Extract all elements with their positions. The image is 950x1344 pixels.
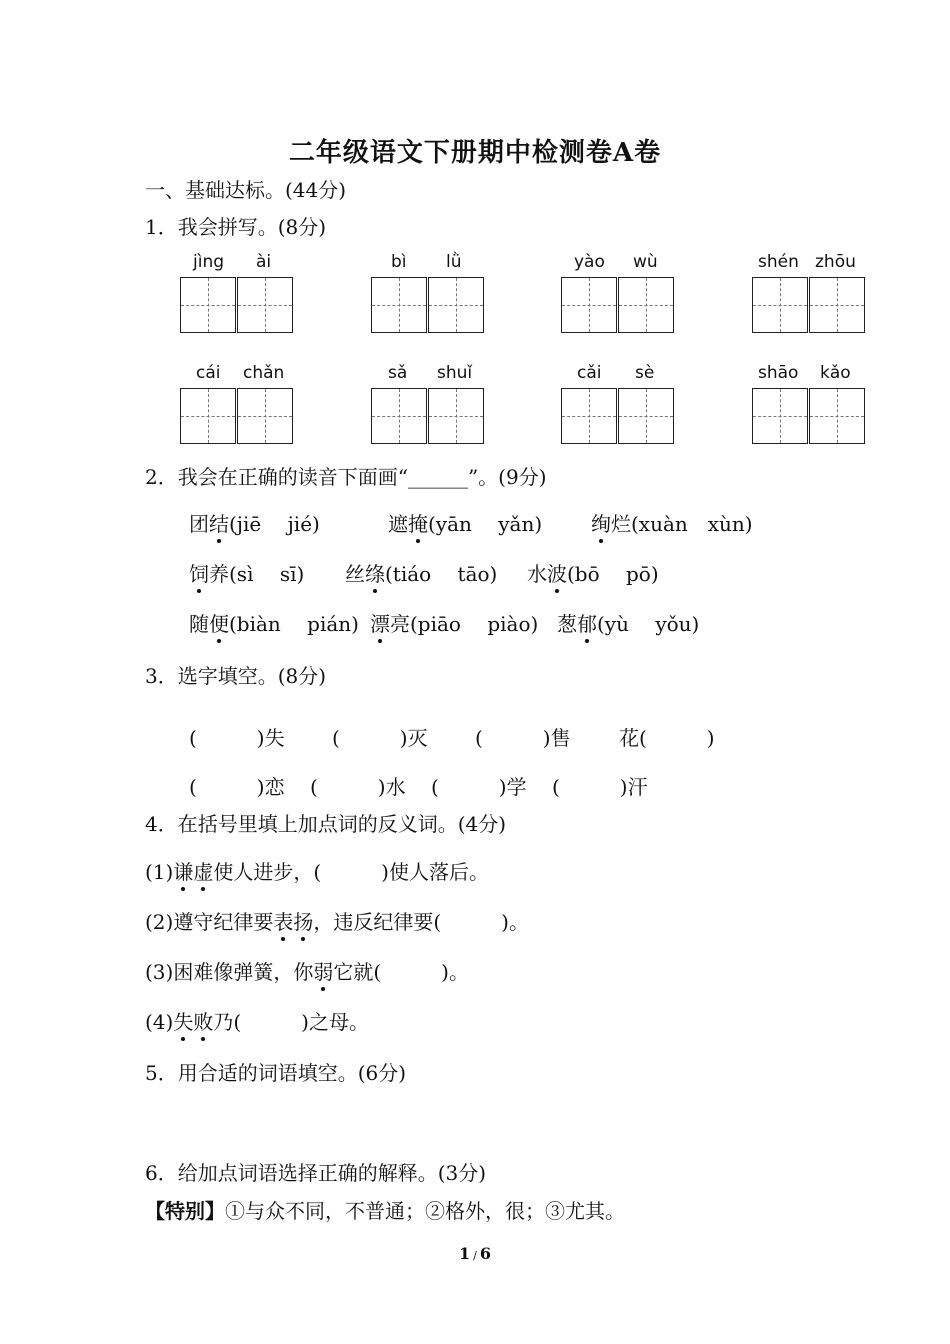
- pinyin: yào: [574, 252, 605, 272]
- pinyin: bì: [391, 252, 407, 272]
- pronunciation-item: 绚烂(xuàn xùn): [591, 508, 753, 537]
- writing-box[interactable]: [428, 277, 484, 333]
- writing-box[interactable]: [561, 388, 617, 444]
- writing-box[interactable]: [180, 388, 236, 444]
- pinyin: ài: [256, 252, 272, 272]
- pronunciation-item: 随便(biàn pián): [189, 608, 359, 637]
- question-1-label: 1．我会拼写。(8分): [145, 215, 327, 239]
- fill-blank[interactable]: ( )售: [475, 726, 571, 750]
- writing-box[interactable]: [237, 277, 293, 333]
- antonym-sentence: (4)失败乃( )之母。: [145, 1006, 369, 1035]
- writing-box[interactable]: [809, 277, 865, 333]
- pinyin: chǎn: [243, 363, 285, 383]
- writing-box[interactable]: [371, 277, 427, 333]
- writing-box[interactable]: [618, 277, 674, 333]
- fill-blank[interactable]: ( )恋: [189, 775, 285, 799]
- fill-blank[interactable]: ( )汗: [552, 775, 648, 799]
- pinyin: wù: [633, 252, 658, 272]
- page-title: 二年级语文下册期中检测卷A卷: [288, 138, 662, 168]
- pinyin: sè: [635, 363, 655, 383]
- question-4-label: 4．在括号里填上加点词的反义词。(4分): [145, 812, 507, 836]
- question-5-label: 5．用合适的词语填空。(6分): [145, 1061, 407, 1085]
- pronunciation-item: 葱郁(yù yǒu): [557, 608, 699, 637]
- fill-blank[interactable]: 花( ): [619, 726, 715, 750]
- note-tag: 【特别】: [145, 1199, 225, 1223]
- pronunciation-item: 遮掩(yān yǎn): [388, 508, 542, 537]
- writing-box[interactable]: [752, 388, 808, 444]
- note-text: ①与众不同，不普通；②格外，很；③尤其。: [225, 1199, 625, 1223]
- fill-blank[interactable]: ( )学: [431, 775, 527, 799]
- pronunciation-item: 丝绦(tiáo tāo): [345, 558, 497, 587]
- question-6-label: 6．给加点词语选择正确的解释。(3分): [145, 1161, 487, 1185]
- pinyin: cǎi: [577, 363, 602, 383]
- writing-box[interactable]: [180, 277, 236, 333]
- question-2-label: 2．我会在正确的读音下面画“______”。(9分): [145, 465, 547, 489]
- pinyin: zhōu: [815, 252, 856, 272]
- pinyin: cái: [196, 363, 221, 383]
- writing-box[interactable]: [809, 388, 865, 444]
- writing-box[interactable]: [371, 388, 427, 444]
- pronunciation-item: 漂亮(piāo piào): [370, 608, 538, 637]
- antonym-sentence: (2)遵守纪律要表扬，违反纪律要( )。: [145, 906, 529, 935]
- question-3-label: 3．选字填空。(8分): [145, 664, 327, 688]
- writing-box[interactable]: [237, 388, 293, 444]
- antonym-sentence: (3)困难像弹簧，你弱它就( )。: [145, 956, 469, 985]
- antonym-sentence: (1)谦虚使人进步，( )使人落后。: [145, 856, 489, 885]
- fill-blank[interactable]: ( )灭: [332, 726, 428, 750]
- pinyin: kǎo: [820, 363, 851, 383]
- writing-box[interactable]: [561, 277, 617, 333]
- fill-blank[interactable]: ( )失: [189, 726, 285, 750]
- pinyin: sǎ: [388, 363, 408, 383]
- pronunciation-item: 团结(jiē jié): [189, 508, 320, 537]
- section-heading: 一、基础达标。(44分): [145, 178, 347, 202]
- definition-note: [145, 1195, 625, 1224]
- pinyin: shuǐ: [437, 363, 473, 383]
- pinyin: jìng: [193, 252, 225, 272]
- pronunciation-item: 水波(bō pō): [527, 558, 659, 587]
- fill-blank[interactable]: ( )水: [310, 775, 406, 799]
- writing-box[interactable]: [618, 388, 674, 444]
- pinyin: lǜ: [446, 252, 462, 272]
- pinyin: shén: [758, 252, 799, 272]
- writing-box[interactable]: [752, 277, 808, 333]
- writing-box[interactable]: [428, 388, 484, 444]
- pinyin: shāo: [758, 363, 799, 383]
- page-number: 1 / 6: [459, 1244, 491, 1263]
- pronunciation-item: 饲养(sì sī): [189, 558, 304, 587]
